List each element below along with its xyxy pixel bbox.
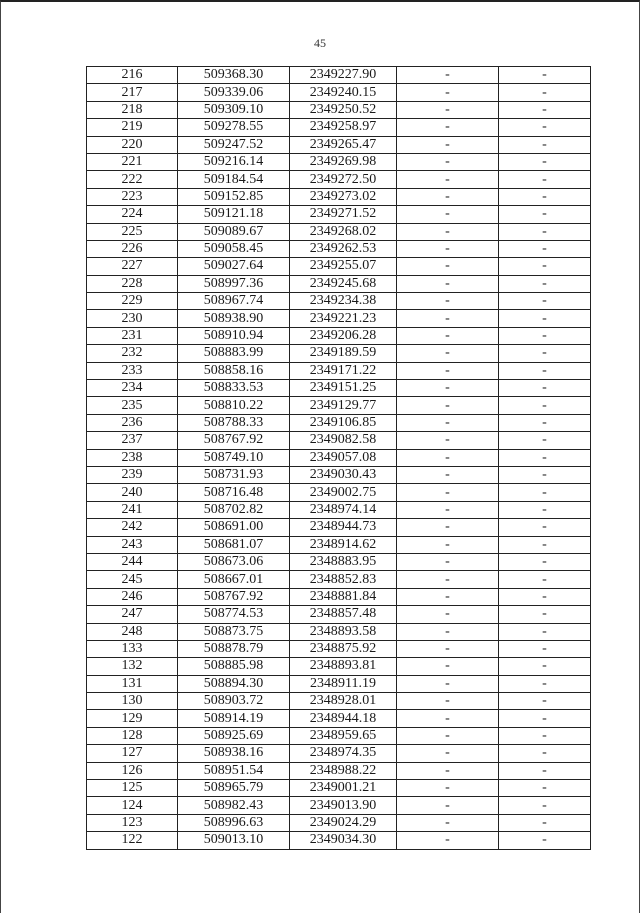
column-5-cell: - — [499, 119, 591, 136]
point-id-cell: 130 — [87, 693, 178, 710]
point-id-cell: 133 — [87, 640, 178, 657]
table-row — [87, 136, 591, 153]
y-coordinate-cell: 2349024.29 — [290, 814, 397, 831]
point-id-cell: 233 — [87, 362, 178, 379]
column-5-cell: - — [499, 571, 591, 588]
table-row — [87, 101, 591, 118]
x-coordinate-cell: 508914.19 — [178, 710, 290, 727]
y-coordinate-cell: 2349171.22 — [290, 362, 397, 379]
point-id-cell: 219 — [87, 119, 178, 136]
column-4-cell: - — [397, 84, 499, 101]
x-coordinate-cell: 508667.01 — [178, 571, 290, 588]
column-5-cell: - — [499, 67, 591, 84]
x-coordinate-cell: 509058.45 — [178, 240, 290, 257]
column-4-cell: - — [397, 745, 499, 762]
y-coordinate-cell: 2349151.25 — [290, 380, 397, 397]
table-row — [87, 240, 591, 257]
y-coordinate-cell: 2349002.75 — [290, 484, 397, 501]
x-coordinate-cell: 508716.48 — [178, 484, 290, 501]
table-row — [87, 432, 591, 449]
column-4-cell: - — [397, 101, 499, 118]
table-row — [87, 153, 591, 170]
column-4-cell: - — [397, 414, 499, 431]
point-id-cell: 132 — [87, 658, 178, 675]
x-coordinate-cell: 508938.16 — [178, 745, 290, 762]
table-row — [87, 814, 591, 831]
column-5-cell: - — [499, 171, 591, 188]
point-id-cell: 123 — [87, 814, 178, 831]
column-5-cell: - — [499, 293, 591, 310]
table-row — [87, 380, 591, 397]
column-4-cell: - — [397, 797, 499, 814]
y-coordinate-cell: 2348883.95 — [290, 553, 397, 570]
column-4-cell: - — [397, 588, 499, 605]
column-5-cell: - — [499, 327, 591, 344]
y-coordinate-cell: 2349030.43 — [290, 466, 397, 483]
point-id-cell: 222 — [87, 171, 178, 188]
table-row — [87, 762, 591, 779]
column-4-cell: - — [397, 327, 499, 344]
coordinates-table-body — [87, 67, 591, 850]
table-row — [87, 327, 591, 344]
y-coordinate-cell: 2349250.52 — [290, 101, 397, 118]
x-coordinate-cell: 508925.69 — [178, 727, 290, 744]
point-id-cell: 232 — [87, 345, 178, 362]
x-coordinate-cell: 509247.52 — [178, 136, 290, 153]
table-row — [87, 658, 591, 675]
x-coordinate-cell: 509089.67 — [178, 223, 290, 240]
x-coordinate-cell: 508996.63 — [178, 814, 290, 831]
table-row — [87, 588, 591, 605]
point-id-cell: 128 — [87, 727, 178, 744]
table-row — [87, 206, 591, 223]
table-row — [87, 188, 591, 205]
x-coordinate-cell: 509121.18 — [178, 206, 290, 223]
column-4-cell: - — [397, 188, 499, 205]
point-id-cell: 235 — [87, 397, 178, 414]
column-4-cell: - — [397, 345, 499, 362]
x-coordinate-cell: 508885.98 — [178, 658, 290, 675]
table-row — [87, 223, 591, 240]
y-coordinate-cell: 2349245.68 — [290, 275, 397, 292]
point-id-cell: 230 — [87, 310, 178, 327]
column-4-cell: - — [397, 397, 499, 414]
column-4-cell: - — [397, 171, 499, 188]
x-coordinate-cell: 508982.43 — [178, 797, 290, 814]
x-coordinate-cell: 508767.92 — [178, 588, 290, 605]
y-coordinate-cell: 2349057.08 — [290, 449, 397, 466]
y-coordinate-cell: 2349262.53 — [290, 240, 397, 257]
point-id-cell: 122 — [87, 832, 178, 849]
x-coordinate-cell: 508774.53 — [178, 606, 290, 623]
y-coordinate-cell: 2349082.58 — [290, 432, 397, 449]
table-row — [87, 293, 591, 310]
point-id-cell: 237 — [87, 432, 178, 449]
y-coordinate-cell: 2349269.98 — [290, 153, 397, 170]
table-row — [87, 275, 591, 292]
column-5-cell: - — [499, 345, 591, 362]
point-id-cell: 225 — [87, 223, 178, 240]
x-coordinate-cell: 508883.99 — [178, 345, 290, 362]
table-row — [87, 832, 591, 849]
point-id-cell: 229 — [87, 293, 178, 310]
column-4-cell: - — [397, 206, 499, 223]
x-coordinate-cell: 508878.79 — [178, 640, 290, 657]
column-5-cell: - — [499, 519, 591, 536]
x-coordinate-cell: 508788.33 — [178, 414, 290, 431]
y-coordinate-cell: 2349234.38 — [290, 293, 397, 310]
point-id-cell: 227 — [87, 258, 178, 275]
column-5-cell: - — [499, 258, 591, 275]
column-4-cell: - — [397, 380, 499, 397]
column-5-cell: - — [499, 397, 591, 414]
table-row — [87, 466, 591, 483]
y-coordinate-cell: 2349013.90 — [290, 797, 397, 814]
y-coordinate-cell: 2348974.14 — [290, 501, 397, 518]
column-5-cell: - — [499, 188, 591, 205]
point-id-cell: 129 — [87, 710, 178, 727]
point-id-cell: 131 — [87, 675, 178, 692]
y-coordinate-cell: 2349189.59 — [290, 345, 397, 362]
y-coordinate-cell: 2348875.92 — [290, 640, 397, 657]
page-number: 45 — [314, 36, 326, 50]
x-coordinate-cell: 509278.55 — [178, 119, 290, 136]
column-5-cell: - — [499, 675, 591, 692]
point-id-cell: 124 — [87, 797, 178, 814]
column-4-cell: - — [397, 153, 499, 170]
point-id-cell: 220 — [87, 136, 178, 153]
point-id-cell: 245 — [87, 571, 178, 588]
point-id-cell: 238 — [87, 449, 178, 466]
point-id-cell: 236 — [87, 414, 178, 431]
column-5-cell: - — [499, 449, 591, 466]
table-row — [87, 345, 591, 362]
x-coordinate-cell: 509013.10 — [178, 832, 290, 849]
column-4-cell: - — [397, 432, 499, 449]
y-coordinate-cell: 2348893.58 — [290, 623, 397, 640]
column-4-cell: - — [397, 240, 499, 257]
column-5-cell: - — [499, 84, 591, 101]
x-coordinate-cell: 508967.74 — [178, 293, 290, 310]
column-5-cell: - — [499, 101, 591, 118]
column-5-cell: - — [499, 780, 591, 797]
column-5-cell: - — [499, 310, 591, 327]
table-row — [87, 536, 591, 553]
point-id-cell: 125 — [87, 780, 178, 797]
table-row — [87, 171, 591, 188]
column-4-cell: - — [397, 814, 499, 831]
point-id-cell: 244 — [87, 553, 178, 570]
x-coordinate-cell: 509184.54 — [178, 171, 290, 188]
x-coordinate-cell: 508691.00 — [178, 519, 290, 536]
point-id-cell: 126 — [87, 762, 178, 779]
point-id-cell: 240 — [87, 484, 178, 501]
table-row — [87, 693, 591, 710]
table-row — [87, 710, 591, 727]
y-coordinate-cell: 2349001.21 — [290, 780, 397, 797]
point-id-cell: 247 — [87, 606, 178, 623]
x-coordinate-cell: 508938.90 — [178, 310, 290, 327]
point-id-cell: 243 — [87, 536, 178, 553]
table-row — [87, 310, 591, 327]
x-coordinate-cell: 508951.54 — [178, 762, 290, 779]
column-5-cell: - — [499, 501, 591, 518]
x-coordinate-cell: 509027.64 — [178, 258, 290, 275]
column-4-cell: - — [397, 623, 499, 640]
x-coordinate-cell: 508702.82 — [178, 501, 290, 518]
table-row — [87, 501, 591, 518]
point-id-cell: 242 — [87, 519, 178, 536]
column-5-cell: - — [499, 553, 591, 570]
y-coordinate-cell: 2349255.07 — [290, 258, 397, 275]
point-id-cell: 241 — [87, 501, 178, 518]
point-id-cell: 224 — [87, 206, 178, 223]
column-5-cell: - — [499, 466, 591, 483]
table-row — [87, 623, 591, 640]
column-4-cell: - — [397, 606, 499, 623]
table-row — [87, 449, 591, 466]
column-4-cell: - — [397, 832, 499, 849]
column-4-cell: - — [397, 223, 499, 240]
table-row — [87, 519, 591, 536]
y-coordinate-cell: 2349034.30 — [290, 832, 397, 849]
column-5-cell: - — [499, 240, 591, 257]
point-id-cell: 216 — [87, 67, 178, 84]
y-coordinate-cell: 2348881.84 — [290, 588, 397, 605]
column-4-cell: - — [397, 710, 499, 727]
x-coordinate-cell: 509368.30 — [178, 67, 290, 84]
column-4-cell: - — [397, 693, 499, 710]
column-5-cell: - — [499, 484, 591, 501]
column-5-cell: - — [499, 153, 591, 170]
column-5-cell: - — [499, 536, 591, 553]
column-5-cell: - — [499, 623, 591, 640]
table-row — [87, 553, 591, 570]
y-coordinate-cell: 2348974.35 — [290, 745, 397, 762]
x-coordinate-cell: 508873.75 — [178, 623, 290, 640]
column-5-cell: - — [499, 727, 591, 744]
point-id-cell: 127 — [87, 745, 178, 762]
point-id-cell: 239 — [87, 466, 178, 483]
x-coordinate-cell: 508767.92 — [178, 432, 290, 449]
y-coordinate-cell: 2348914.62 — [290, 536, 397, 553]
x-coordinate-cell: 508833.53 — [178, 380, 290, 397]
y-coordinate-cell: 2349106.85 — [290, 414, 397, 431]
point-id-cell: 221 — [87, 153, 178, 170]
column-5-cell: - — [499, 710, 591, 727]
column-5-cell: - — [499, 693, 591, 710]
column-4-cell: - — [397, 675, 499, 692]
x-coordinate-cell: 508910.94 — [178, 327, 290, 344]
x-coordinate-cell: 508894.30 — [178, 675, 290, 692]
column-5-cell: - — [499, 588, 591, 605]
point-id-cell: 223 — [87, 188, 178, 205]
table-row — [87, 84, 591, 101]
y-coordinate-cell: 2349258.97 — [290, 119, 397, 136]
y-coordinate-cell: 2349221.23 — [290, 310, 397, 327]
column-5-cell: - — [499, 223, 591, 240]
column-4-cell: - — [397, 67, 499, 84]
x-coordinate-cell: 509152.85 — [178, 188, 290, 205]
x-coordinate-cell: 508731.93 — [178, 466, 290, 483]
x-coordinate-cell: 509216.14 — [178, 153, 290, 170]
table-row — [87, 362, 591, 379]
column-4-cell: - — [397, 466, 499, 483]
table-row — [87, 67, 591, 84]
column-4-cell: - — [397, 501, 499, 518]
column-5-cell: - — [499, 762, 591, 779]
y-coordinate-cell: 2349206.28 — [290, 327, 397, 344]
column-4-cell: - — [397, 293, 499, 310]
y-coordinate-cell: 2348911.19 — [290, 675, 397, 692]
y-coordinate-cell: 2348944.18 — [290, 710, 397, 727]
column-4-cell: - — [397, 310, 499, 327]
column-4-cell: - — [397, 258, 499, 275]
point-id-cell: 217 — [87, 84, 178, 101]
column-4-cell: - — [397, 484, 499, 501]
column-4-cell: - — [397, 553, 499, 570]
point-id-cell: 234 — [87, 380, 178, 397]
point-id-cell: 226 — [87, 240, 178, 257]
column-4-cell: - — [397, 449, 499, 466]
column-4-cell: - — [397, 136, 499, 153]
x-coordinate-cell: 508681.07 — [178, 536, 290, 553]
column-4-cell: - — [397, 727, 499, 744]
column-5-cell: - — [499, 745, 591, 762]
column-5-cell: - — [499, 797, 591, 814]
x-coordinate-cell: 508903.72 — [178, 693, 290, 710]
y-coordinate-cell: 2349265.47 — [290, 136, 397, 153]
y-coordinate-cell: 2349273.02 — [290, 188, 397, 205]
y-coordinate-cell: 2349240.15 — [290, 84, 397, 101]
column-5-cell: - — [499, 814, 591, 831]
column-4-cell: - — [397, 275, 499, 292]
y-coordinate-cell: 2348857.48 — [290, 606, 397, 623]
y-coordinate-cell: 2348893.81 — [290, 658, 397, 675]
column-5-cell: - — [499, 275, 591, 292]
y-coordinate-cell: 2349271.52 — [290, 206, 397, 223]
x-coordinate-cell: 508749.10 — [178, 449, 290, 466]
column-4-cell: - — [397, 762, 499, 779]
x-coordinate-cell: 509309.10 — [178, 101, 290, 118]
column-5-cell: - — [499, 606, 591, 623]
x-coordinate-cell: 508810.22 — [178, 397, 290, 414]
point-id-cell: 231 — [87, 327, 178, 344]
column-5-cell: - — [499, 640, 591, 657]
column-4-cell: - — [397, 571, 499, 588]
column-5-cell: - — [499, 206, 591, 223]
table-row — [87, 745, 591, 762]
y-coordinate-cell: 2349268.02 — [290, 223, 397, 240]
coordinates-table — [86, 66, 591, 850]
column-4-cell: - — [397, 640, 499, 657]
table-row — [87, 606, 591, 623]
y-coordinate-cell: 2348959.65 — [290, 727, 397, 744]
x-coordinate-cell: 508997.36 — [178, 275, 290, 292]
table-row — [87, 780, 591, 797]
column-5-cell: - — [499, 136, 591, 153]
column-5-cell: - — [499, 380, 591, 397]
column-4-cell: - — [397, 119, 499, 136]
x-coordinate-cell: 509339.06 — [178, 84, 290, 101]
column-5-cell: - — [499, 432, 591, 449]
column-4-cell: - — [397, 519, 499, 536]
table-row — [87, 397, 591, 414]
x-coordinate-cell: 508965.79 — [178, 780, 290, 797]
point-id-cell: 218 — [87, 101, 178, 118]
point-id-cell: 246 — [87, 588, 178, 605]
table-row — [87, 258, 591, 275]
point-id-cell: 228 — [87, 275, 178, 292]
column-4-cell: - — [397, 780, 499, 797]
table-row — [87, 675, 591, 692]
y-coordinate-cell: 2349129.77 — [290, 397, 397, 414]
column-5-cell: - — [499, 832, 591, 849]
y-coordinate-cell: 2348944.73 — [290, 519, 397, 536]
column-5-cell: - — [499, 414, 591, 431]
column-5-cell: - — [499, 658, 591, 675]
point-id-cell: 248 — [87, 623, 178, 640]
y-coordinate-cell: 2348988.22 — [290, 762, 397, 779]
table-row — [87, 727, 591, 744]
table-row — [87, 797, 591, 814]
y-coordinate-cell: 2349272.50 — [290, 171, 397, 188]
column-5-cell: - — [499, 362, 591, 379]
table-row — [87, 119, 591, 136]
table-row — [87, 414, 591, 431]
column-4-cell: - — [397, 536, 499, 553]
column-4-cell: - — [397, 658, 499, 675]
y-coordinate-cell: 2348928.01 — [290, 693, 397, 710]
x-coordinate-cell: 508858.16 — [178, 362, 290, 379]
column-4-cell: - — [397, 362, 499, 379]
y-coordinate-cell: 2348852.83 — [290, 571, 397, 588]
table-row — [87, 484, 591, 501]
y-coordinate-cell: 2349227.90 — [290, 67, 397, 84]
table-row — [87, 571, 591, 588]
x-coordinate-cell: 508673.06 — [178, 553, 290, 570]
table-row — [87, 640, 591, 657]
